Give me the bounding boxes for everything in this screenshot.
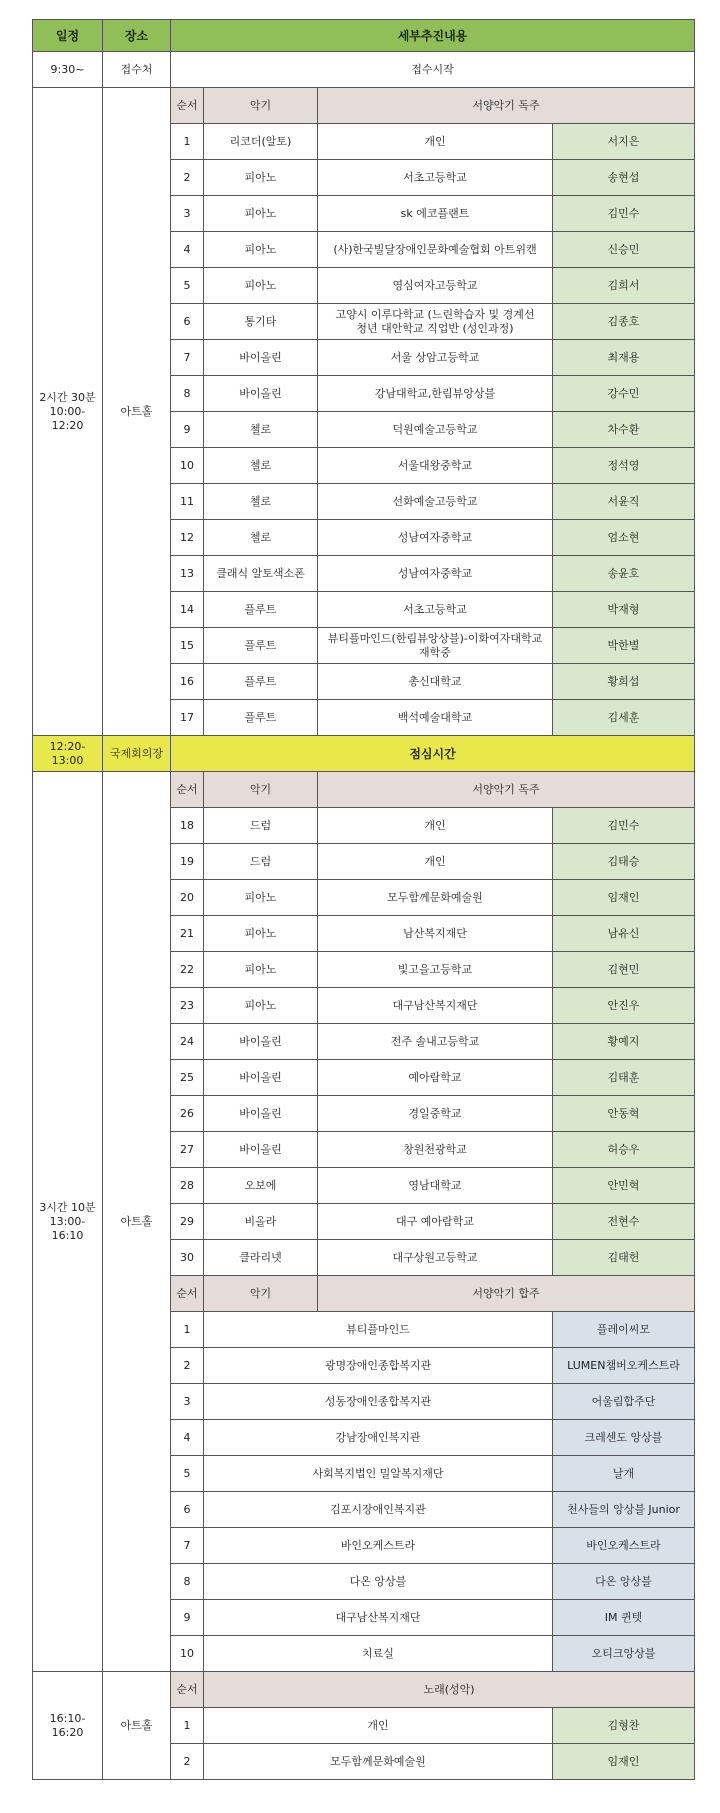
group-name-cell: 크레센도 앙상블 (553, 1420, 695, 1456)
header-row (33, 20, 695, 52)
group-name-cell: 바인오케스트라 (553, 1528, 695, 1564)
affiliation-cell: 성남여자중학교 (318, 520, 553, 556)
affiliation-cell: 모두함께문화예술원 (318, 880, 553, 916)
instrument-cell: 첼로 (204, 448, 318, 484)
session-time: 3시간 10분 13:00-16:10 (33, 772, 103, 1672)
order-cell: 24 (171, 1024, 204, 1060)
group-name-cell: 플레이씨모 (553, 1312, 695, 1348)
group-name-cell: 날개 (553, 1456, 695, 1492)
group-name-cell: 어울림합주단 (553, 1384, 695, 1420)
lunch-time: 12:20-13:00 (33, 736, 103, 772)
order-cell: 3 (171, 196, 204, 232)
schedule-table (32, 19, 695, 1780)
instrument-cell: 피아노 (204, 196, 318, 232)
group-name-cell: LUMEN챔버오케스트라 (553, 1348, 695, 1384)
order-cell: 4 (171, 232, 204, 268)
name-cell: 김형찬 (553, 1708, 695, 1744)
affiliation-cell: 성동장애인종합복지관 (204, 1384, 553, 1420)
instrument-cell: 통기타 (204, 304, 318, 340)
order-cell: 30 (171, 1240, 204, 1276)
header-schedule: 일정 (33, 20, 103, 52)
name-cell: 박재형 (553, 592, 695, 628)
header-place: 장소 (103, 20, 171, 52)
affiliation-cell: 서울대왕중학교 (318, 448, 553, 484)
lunch-row (33, 736, 695, 772)
lunch-place: 국제회의장 (103, 736, 171, 772)
instrument-cell: 피아노 (204, 232, 318, 268)
instrument-cell: 플루트 (204, 592, 318, 628)
instrument-cell: 첼로 (204, 412, 318, 448)
order-cell: 20 (171, 880, 204, 916)
affiliation-cell: 강남장애인복지관 (204, 1420, 553, 1456)
name-cell: 송윤호 (553, 556, 695, 592)
order-cell: 19 (171, 844, 204, 880)
affiliation-cell: 개인 (204, 1708, 553, 1744)
reception-detail: 접수시작 (171, 52, 695, 88)
name-cell: 전현수 (553, 1204, 695, 1240)
order-cell: 3 (171, 1384, 204, 1420)
name-cell: 엄소현 (553, 520, 695, 556)
group-name-cell: IM 퀸텟 (553, 1600, 695, 1636)
order-cell: 23 (171, 988, 204, 1024)
affiliation-cell: 선화예술고등학교 (318, 484, 553, 520)
instrument-cell: 오보에 (204, 1168, 318, 1204)
name-cell: 김종호 (553, 304, 695, 340)
instrument-header: 악기 (204, 1276, 318, 1312)
session-time: 16:10-16:20 (33, 1672, 103, 1780)
instrument-cell: 첼로 (204, 484, 318, 520)
order-cell: 16 (171, 664, 204, 700)
instrument-cell: 바이올린 (204, 376, 318, 412)
instrument-cell: 플루트 (204, 664, 318, 700)
affiliation-cell: 광명장애인종합복지관 (204, 1348, 553, 1384)
name-cell: 안진우 (553, 988, 695, 1024)
affiliation-cell: 사회복지법인 밀알복지재단 (204, 1456, 553, 1492)
instrument-cell: 피아노 (204, 988, 318, 1024)
group-name-cell: 천사들의 앙상블 Junior (553, 1492, 695, 1528)
affiliation-cell: 다온 앙상블 (204, 1564, 553, 1600)
order-cell: 1 (171, 1708, 204, 1744)
name-cell: 김태훈 (553, 1060, 695, 1096)
name-cell: 안민혁 (553, 1168, 695, 1204)
lunch-detail: 점심시간 (171, 736, 695, 772)
reception-row (33, 52, 695, 88)
order-cell: 8 (171, 1564, 204, 1600)
name-cell: 김민수 (553, 196, 695, 232)
order-cell: 17 (171, 700, 204, 736)
affiliation-cell: 영심여자고등학교 (318, 268, 553, 304)
name-cell: 황예지 (553, 1024, 695, 1060)
sub-header-row (33, 1672, 695, 1708)
name-cell: 김희서 (553, 268, 695, 304)
order-header: 순서 (171, 88, 204, 124)
order-cell: 8 (171, 376, 204, 412)
reception-place: 접수처 (103, 52, 171, 88)
affiliation-cell: 예아람학교 (318, 1060, 553, 1096)
schedule-body (33, 20, 695, 1780)
order-cell: 29 (171, 1204, 204, 1240)
order-cell: 14 (171, 592, 204, 628)
order-header: 순서 (171, 1276, 204, 1312)
affiliation-cell: 모두함께문화예술원 (204, 1744, 553, 1780)
name-cell: 허승우 (553, 1132, 695, 1168)
sub-header-row (33, 772, 695, 808)
instrument-cell: 클라리넷 (204, 1240, 318, 1276)
order-cell: 1 (171, 1312, 204, 1348)
order-cell: 2 (171, 1348, 204, 1384)
order-cell: 1 (171, 124, 204, 160)
order-cell: 10 (171, 1636, 204, 1672)
name-cell: 최재용 (553, 340, 695, 376)
order-cell: 6 (171, 1492, 204, 1528)
order-cell: 21 (171, 916, 204, 952)
order-cell: 7 (171, 340, 204, 376)
affiliation-cell: 백석예술대학교 (318, 700, 553, 736)
name-cell: 김태헌 (553, 1240, 695, 1276)
order-header: 순서 (171, 1672, 204, 1708)
name-cell: 송현섭 (553, 160, 695, 196)
affiliation-cell: 바인오케스트라 (204, 1528, 553, 1564)
order-cell: 5 (171, 1456, 204, 1492)
session-time: 2시간 30분 10:00-12:20 (33, 88, 103, 736)
session-place: 아트홀 (103, 88, 171, 736)
sub-header-row (33, 88, 695, 124)
instrument-cell: 바이올린 (204, 1060, 318, 1096)
order-cell: 7 (171, 1528, 204, 1564)
affiliation-cell: 대구남산복지재단 (204, 1600, 553, 1636)
order-cell: 10 (171, 448, 204, 484)
name-cell: 김세훈 (553, 700, 695, 736)
instrument-cell: 첼로 (204, 520, 318, 556)
header-details: 세부추진내용 (171, 20, 695, 52)
affiliation-cell: 총신대학교 (318, 664, 553, 700)
instrument-cell: 피아노 (204, 916, 318, 952)
affiliation-cell: 김포시장애인복지관 (204, 1492, 553, 1528)
affiliation-cell: 대구상원고등학교 (318, 1240, 553, 1276)
affiliation-cell: 전주 솔내고등학교 (318, 1024, 553, 1060)
order-cell: 15 (171, 628, 204, 664)
affiliation-cell: 영남대학교 (318, 1168, 553, 1204)
affiliation-cell: 경일중학교 (318, 1096, 553, 1132)
order-cell: 27 (171, 1132, 204, 1168)
session-place: 아트홀 (103, 772, 171, 1672)
order-cell: 26 (171, 1096, 204, 1132)
order-cell: 28 (171, 1168, 204, 1204)
order-cell: 12 (171, 520, 204, 556)
affiliation-cell: 강남대학교,한림뷰앙상블 (318, 376, 553, 412)
affiliation-cell: 창원천광학교 (318, 1132, 553, 1168)
name-cell: 김태승 (553, 844, 695, 880)
instrument-cell: 피아노 (204, 880, 318, 916)
session-place: 아트홀 (103, 1672, 171, 1780)
order-cell: 6 (171, 304, 204, 340)
instrument-cell: 피아노 (204, 268, 318, 304)
name-cell: 황희섭 (553, 664, 695, 700)
group-name-cell: 오티크앙상블 (553, 1636, 695, 1672)
instrument-cell: 바이올린 (204, 1132, 318, 1168)
order-cell: 2 (171, 1744, 204, 1780)
order-cell: 22 (171, 952, 204, 988)
name-cell: 차수환 (553, 412, 695, 448)
affiliation-cell: 서울 상암고등학교 (318, 340, 553, 376)
affiliation-cell: 남산복지재단 (318, 916, 553, 952)
affiliation-cell: sk 에코플랜트 (318, 196, 553, 232)
order-cell: 9 (171, 412, 204, 448)
affiliation-cell: 성남여자중학교 (318, 556, 553, 592)
affiliation-cell: 개인 (318, 844, 553, 880)
name-cell: 안동혁 (553, 1096, 695, 1132)
name-cell: 남유신 (553, 916, 695, 952)
name-cell: 서지은 (553, 124, 695, 160)
instrument-cell: 클래식 알토색소폰 (204, 556, 318, 592)
name-cell: 김민수 (553, 808, 695, 844)
category-header: 서양악기 합주 (318, 1276, 695, 1312)
instrument-cell: 피아노 (204, 160, 318, 196)
affiliation-cell: 고양시 이루다학교 (느린학습자 및 경계선 청년 대안학교 직업반 (성인과정) (318, 304, 553, 340)
instrument-cell: 드럼 (204, 844, 318, 880)
affiliation-cell: 대구남산복지재단 (318, 988, 553, 1024)
instrument-cell: 비올라 (204, 1204, 318, 1240)
name-cell: 정석영 (553, 448, 695, 484)
instrument-header: 악기 (204, 88, 318, 124)
group-name-cell: 다온 앙상블 (553, 1564, 695, 1600)
name-cell: 임재인 (553, 880, 695, 916)
reception-time: 9:30~ (33, 52, 103, 88)
name-cell: 강수민 (553, 376, 695, 412)
category-header: 노래(성악) (204, 1672, 695, 1708)
instrument-header: 악기 (204, 772, 318, 808)
affiliation-cell: 서초고등학교 (318, 160, 553, 196)
instrument-cell: 바이올린 (204, 340, 318, 376)
affiliation-cell: 빛고을고등학교 (318, 952, 553, 988)
order-header: 순서 (171, 772, 204, 808)
name-cell: 박한별 (553, 628, 695, 664)
order-cell: 5 (171, 268, 204, 304)
affiliation-cell: 치료실 (204, 1636, 553, 1672)
name-cell: 신승민 (553, 232, 695, 268)
affiliation-cell: 대구 예아람학교 (318, 1204, 553, 1240)
category-header: 서양악기 독주 (318, 772, 695, 808)
name-cell: 임재인 (553, 1744, 695, 1780)
name-cell: 김현민 (553, 952, 695, 988)
instrument-cell: 바이올린 (204, 1024, 318, 1060)
order-cell: 11 (171, 484, 204, 520)
order-cell: 9 (171, 1600, 204, 1636)
order-cell: 2 (171, 160, 204, 196)
instrument-cell: 드럼 (204, 808, 318, 844)
instrument-cell: 플루트 (204, 700, 318, 736)
order-cell: 25 (171, 1060, 204, 1096)
affiliation-cell: 뷰티플마인드 (204, 1312, 553, 1348)
instrument-cell: 리코더(알토) (204, 124, 318, 160)
order-cell: 13 (171, 556, 204, 592)
instrument-cell: 피아노 (204, 952, 318, 988)
order-cell: 4 (171, 1420, 204, 1456)
instrument-cell: 바이올린 (204, 1096, 318, 1132)
order-cell: 18 (171, 808, 204, 844)
affiliation-cell: 덕원예술고등학교 (318, 412, 553, 448)
affiliation-cell: 서초고등학교 (318, 592, 553, 628)
category-header: 서양악기 독주 (318, 88, 695, 124)
affiliation-cell: 뷰티플마인드(한림뷰앙상블)-이화여자대학교 재학중 (318, 628, 553, 664)
affiliation-cell: 개인 (318, 808, 553, 844)
affiliation-cell: (사)한국빌달장애인문화예술협회 아트위캔 (318, 232, 553, 268)
affiliation-cell: 개인 (318, 124, 553, 160)
name-cell: 서윤직 (553, 484, 695, 520)
instrument-cell: 플루트 (204, 628, 318, 664)
